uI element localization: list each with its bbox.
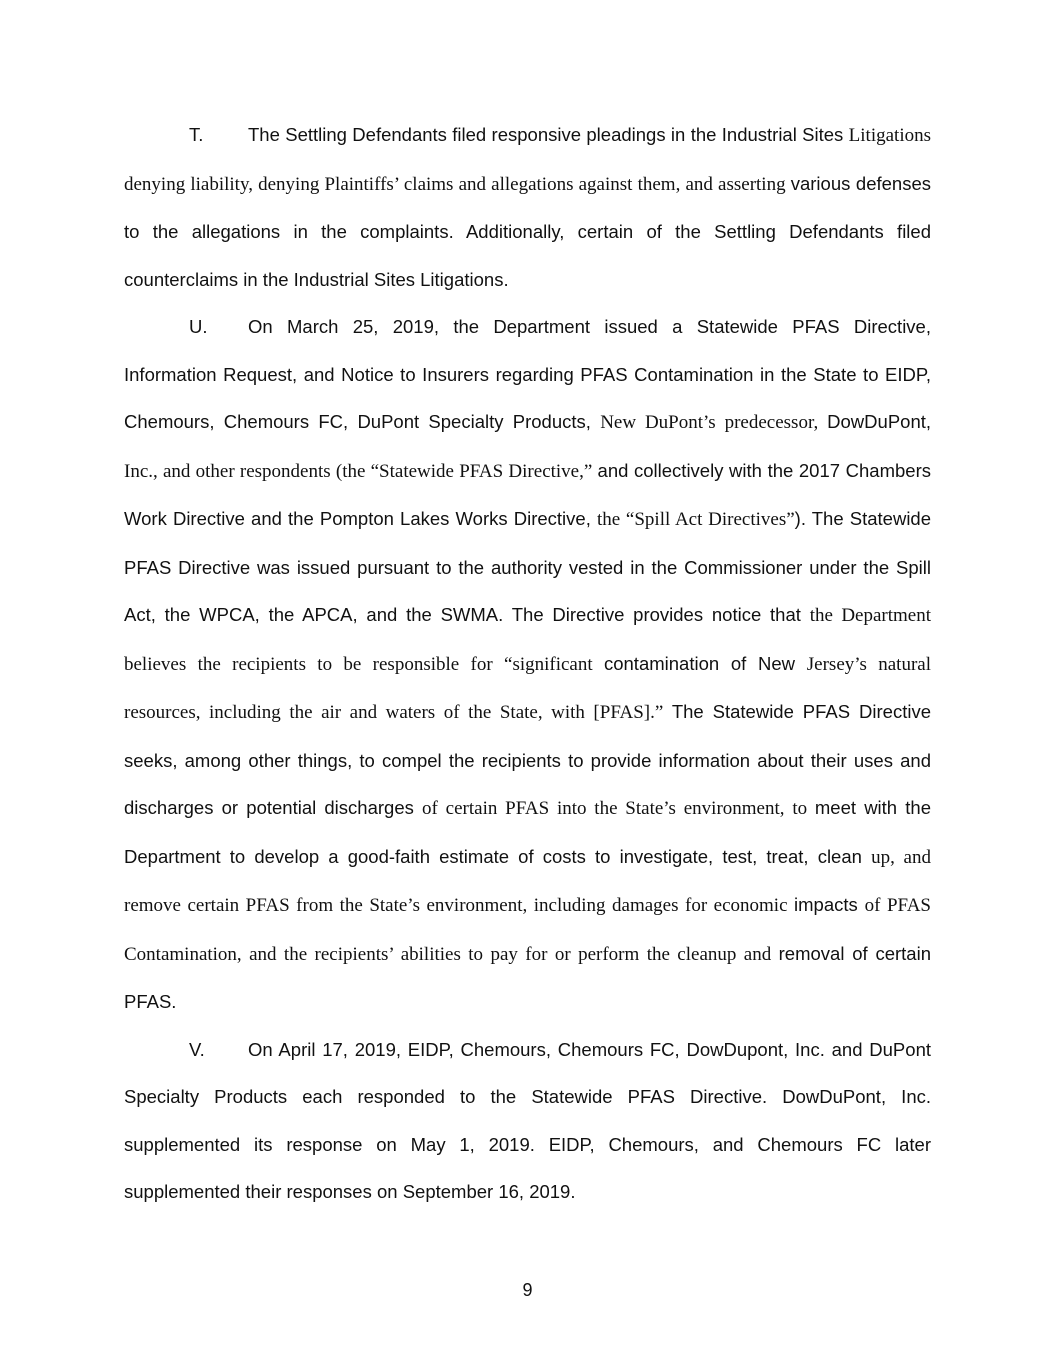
- paragraph-text: various defenses to the allegations in the complaints. Additionally, certain of the Settling Defendants filed counterclaims in the Industrial Sites Litigations.: [124, 172, 931, 290]
- paragraph-text: DowDuPont,: [827, 411, 932, 432]
- paragraph-text: On March 25, 2019, the Department issued a Statewide PFAS Directive, Information Request, and Notice to Insurers regarding PFAS Contamination in the State to EIDP, Chemours, Chemours FC, DuPont Specialty Products,: [124, 316, 931, 432]
- paragraph-letter: U.: [189, 316, 208, 337]
- paragraph-t: [124, 111, 931, 303]
- paragraph-u: [124, 303, 931, 1026]
- paragraph-text: ). The Statewide PFAS Directive was issued pursuant to the authority vested in the Commissioner under the Spill Act, the WPCA, the APCA, and the SWMA. The Directive provides notice that: [124, 508, 932, 625]
- paragraph-text: meet with the Department to develop a good-faith estimate of costs to investigate, test, treat, clean: [124, 797, 931, 867]
- paragraph-text: The Settling Defendants filed responsive pleadings in the Industrial Sites: [248, 124, 849, 145]
- paragraph-text: New DuPont’s predecessor,: [600, 412, 828, 433]
- paragraph-text: the Department believes the recipients to be responsible for “significant: [124, 605, 932, 675]
- paragraph-text: On April 17, 2019, EIDP, Chemours, Chemours FC, DowDupont, Inc. and DuPont Specialty Products each responded to the Statewide PFAS Directive. DowDuPont, Inc. supplemented its response on May 1, 2019. EIDP, Chemours, and Chemours FC later supplemented their responses on September 16, 2019.: [124, 1038, 931, 1202]
- paragraph-text: the “Spill Act Directives”: [596, 509, 795, 530]
- paragraph-letter: V.: [189, 1038, 205, 1060]
- paragraph-letter: T.: [189, 124, 204, 145]
- paragraph-text: and collectively with the 2017 Chambers Work Directive and the Pompton Lakes Works Directive,: [124, 459, 931, 529]
- paragraph-text: of certain PFAS into the State’s environment, to: [422, 798, 815, 819]
- paragraph-text: removal of certain PFAS.: [124, 942, 931, 1012]
- page-number: 9: [522, 1280, 533, 1300]
- paragraph-v: [124, 1026, 931, 1216]
- paragraph-text: Jersey’s natural resources, including the air and waters of the State, with [PFAS].”: [124, 653, 931, 723]
- paragraph-text: up, and remove certain PFAS from the State’s environment, including damages for economic: [124, 846, 931, 916]
- paragraph-text: contamination of New: [603, 652, 807, 674]
- paragraph-text: Inc., and other respondents (the “Statewide PFAS Directive,”: [124, 460, 598, 482]
- paragraph-text: impacts: [794, 894, 865, 915]
- paragraph-text: of PFAS Contamination, and the recipients’ abilities to pay for or perform the cleanup and: [124, 895, 931, 965]
- document-body: [124, 111, 931, 1216]
- paragraph-text: Litigations denying liability, denying Plaintiffs’ claims and allegations against them, and asserting: [124, 125, 931, 195]
- paragraph-text: The Statewide PFAS Directive seeks, among other things, to compel the recipients to provide information about their uses and discharges or potential discharges: [124, 701, 931, 818]
